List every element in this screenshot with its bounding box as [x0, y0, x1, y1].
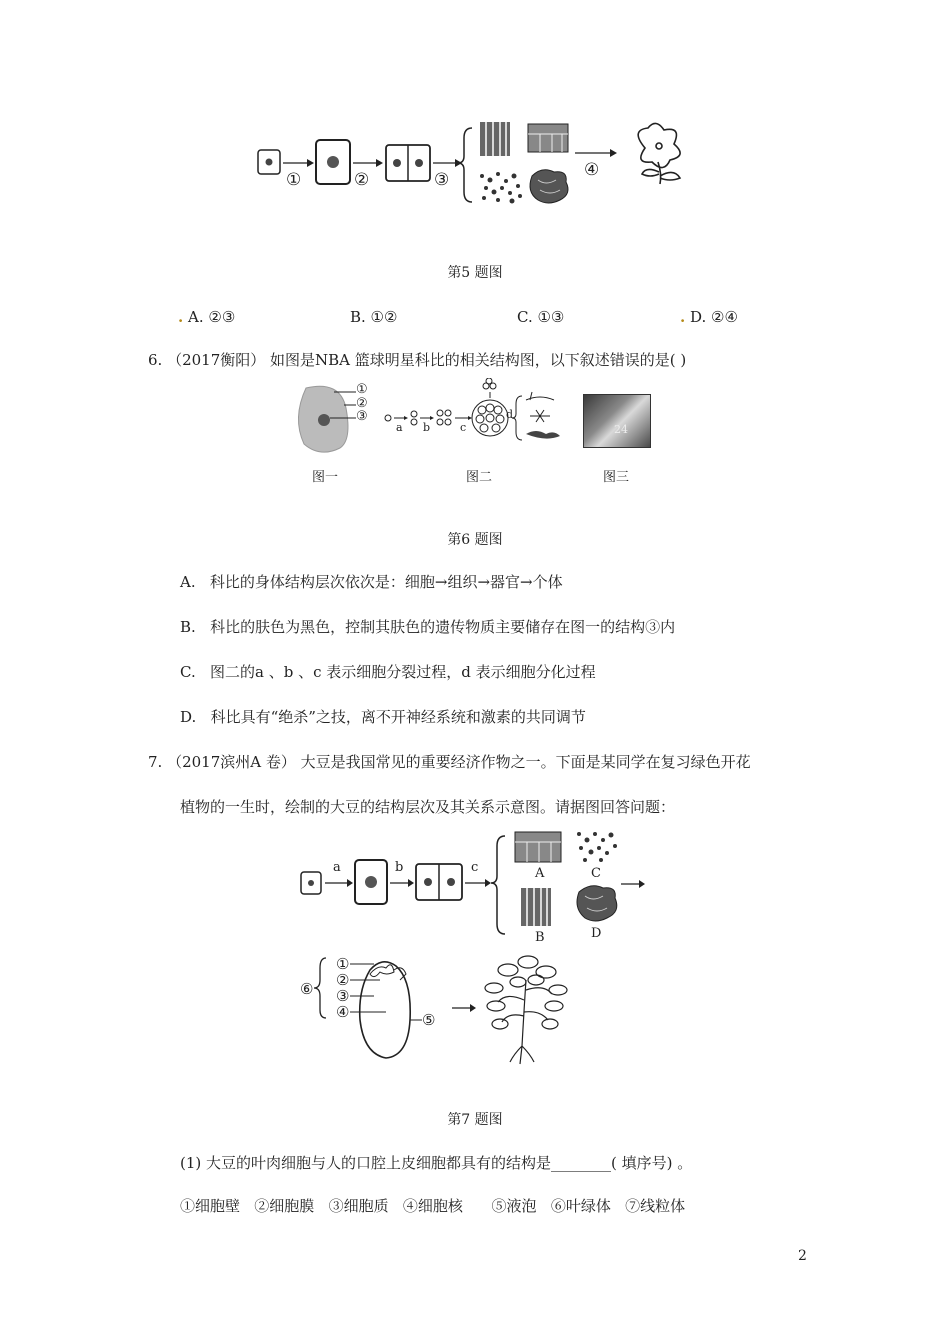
fig7-letter-c: c — [471, 860, 479, 875]
page-number: 2 — [798, 1248, 807, 1264]
q5-option-a: . A. ②③ — [178, 308, 236, 326]
jersey-number: 24 — [614, 423, 628, 436]
fig6-letter-c: c — [460, 421, 467, 434]
fig5-label-4: ④ — [584, 160, 600, 180]
fig5-label-3: ③ — [434, 170, 450, 190]
tissue-label-c: C — [591, 866, 601, 881]
figure-7-bottom — [298, 950, 588, 1070]
seed-label-4: ④ — [336, 1003, 350, 1021]
q6-stem: 6. （2017衡阳） 如图是NBA 篮球明星科比的相关结构图，以下叙述错误的是( ) — [148, 351, 687, 369]
seed-label-2: ② — [336, 971, 350, 989]
q6-option-c: C. 图二的a 、b 、c 表示细胞分裂过程，d 表示细胞分化过程 — [180, 663, 596, 681]
q7-stem-line-1: 7. （2017滨州A 卷） 大豆是我国常见的重要经济作物之一。下面是某同学在复习绿色开花 — [148, 753, 751, 771]
q6-option-d: D. 科比具有“绝杀”之技，离不开神经系统和激素的共同调节 — [180, 708, 586, 726]
figure-7-caption: 第7 题图 — [447, 1112, 503, 1128]
tissue-label-d: D — [591, 926, 602, 941]
q7-stem-line-2: 植物的一生时，绘制的大豆的结构层次及其关系示意图。请据图回答问题： — [180, 798, 676, 816]
fig6-title-2: 图二 — [466, 470, 493, 485]
fig6-part-1: ① — [356, 382, 368, 397]
q6-option-a: A. 科比的身体结构层次依次是：细胞→组织→器官→个体 — [180, 573, 563, 591]
q5-option-c: C. ①③ — [517, 308, 565, 326]
fig6-title-3: 图三 — [603, 470, 630, 485]
tissue-label-b: B — [535, 930, 545, 945]
figure-7-top — [295, 826, 655, 950]
tissue-label-a: A — [535, 866, 545, 881]
q6-option-b: B. 科比的肤色为黑色，控制其肤色的遗传物质主要储存在图一的结构③内 — [180, 618, 676, 636]
fig7-letter-b: b — [395, 860, 404, 875]
q5-option-b: B. ①② — [350, 308, 398, 326]
fig7-letter-a: a — [333, 860, 341, 875]
seed-label-5: ⑤ — [422, 1011, 436, 1029]
q7-choices: ①细胞壁 ②细胞膜 ③细胞质 ④细胞核 ⑤液泡 ⑥叶绿体 ⑦线粒体 — [180, 1197, 686, 1215]
fig6-letter-b: b — [423, 421, 431, 434]
fig5-label-2: ② — [354, 170, 370, 190]
figure-5-caption: 第5 题图 — [447, 265, 503, 281]
seed-label-1: ① — [336, 955, 350, 973]
fig6-title-1: 图一 — [312, 470, 339, 485]
fig5-label-1: ① — [286, 170, 302, 190]
fig6-part-3: ③ — [356, 409, 368, 424]
q5-option-d: . D. ②④ — [680, 308, 738, 326]
fig6-part-2: ② — [356, 396, 368, 411]
fig6-letter-a: a — [396, 421, 403, 434]
q7-subquestion-1: (1) 大豆的叶肉细胞与人的口腔上皮细胞都具有的结构是________( 填序号) 。 — [180, 1154, 693, 1172]
figure-5 — [250, 118, 700, 218]
figure-6 — [290, 378, 670, 488]
seed-label-3: ③ — [336, 987, 350, 1005]
kobe-photo — [583, 394, 651, 448]
figure-6-caption: 第6 题图 — [447, 532, 503, 548]
fig6-letter-d: d — [506, 408, 514, 421]
seed-label-6: ⑥ — [300, 980, 314, 998]
